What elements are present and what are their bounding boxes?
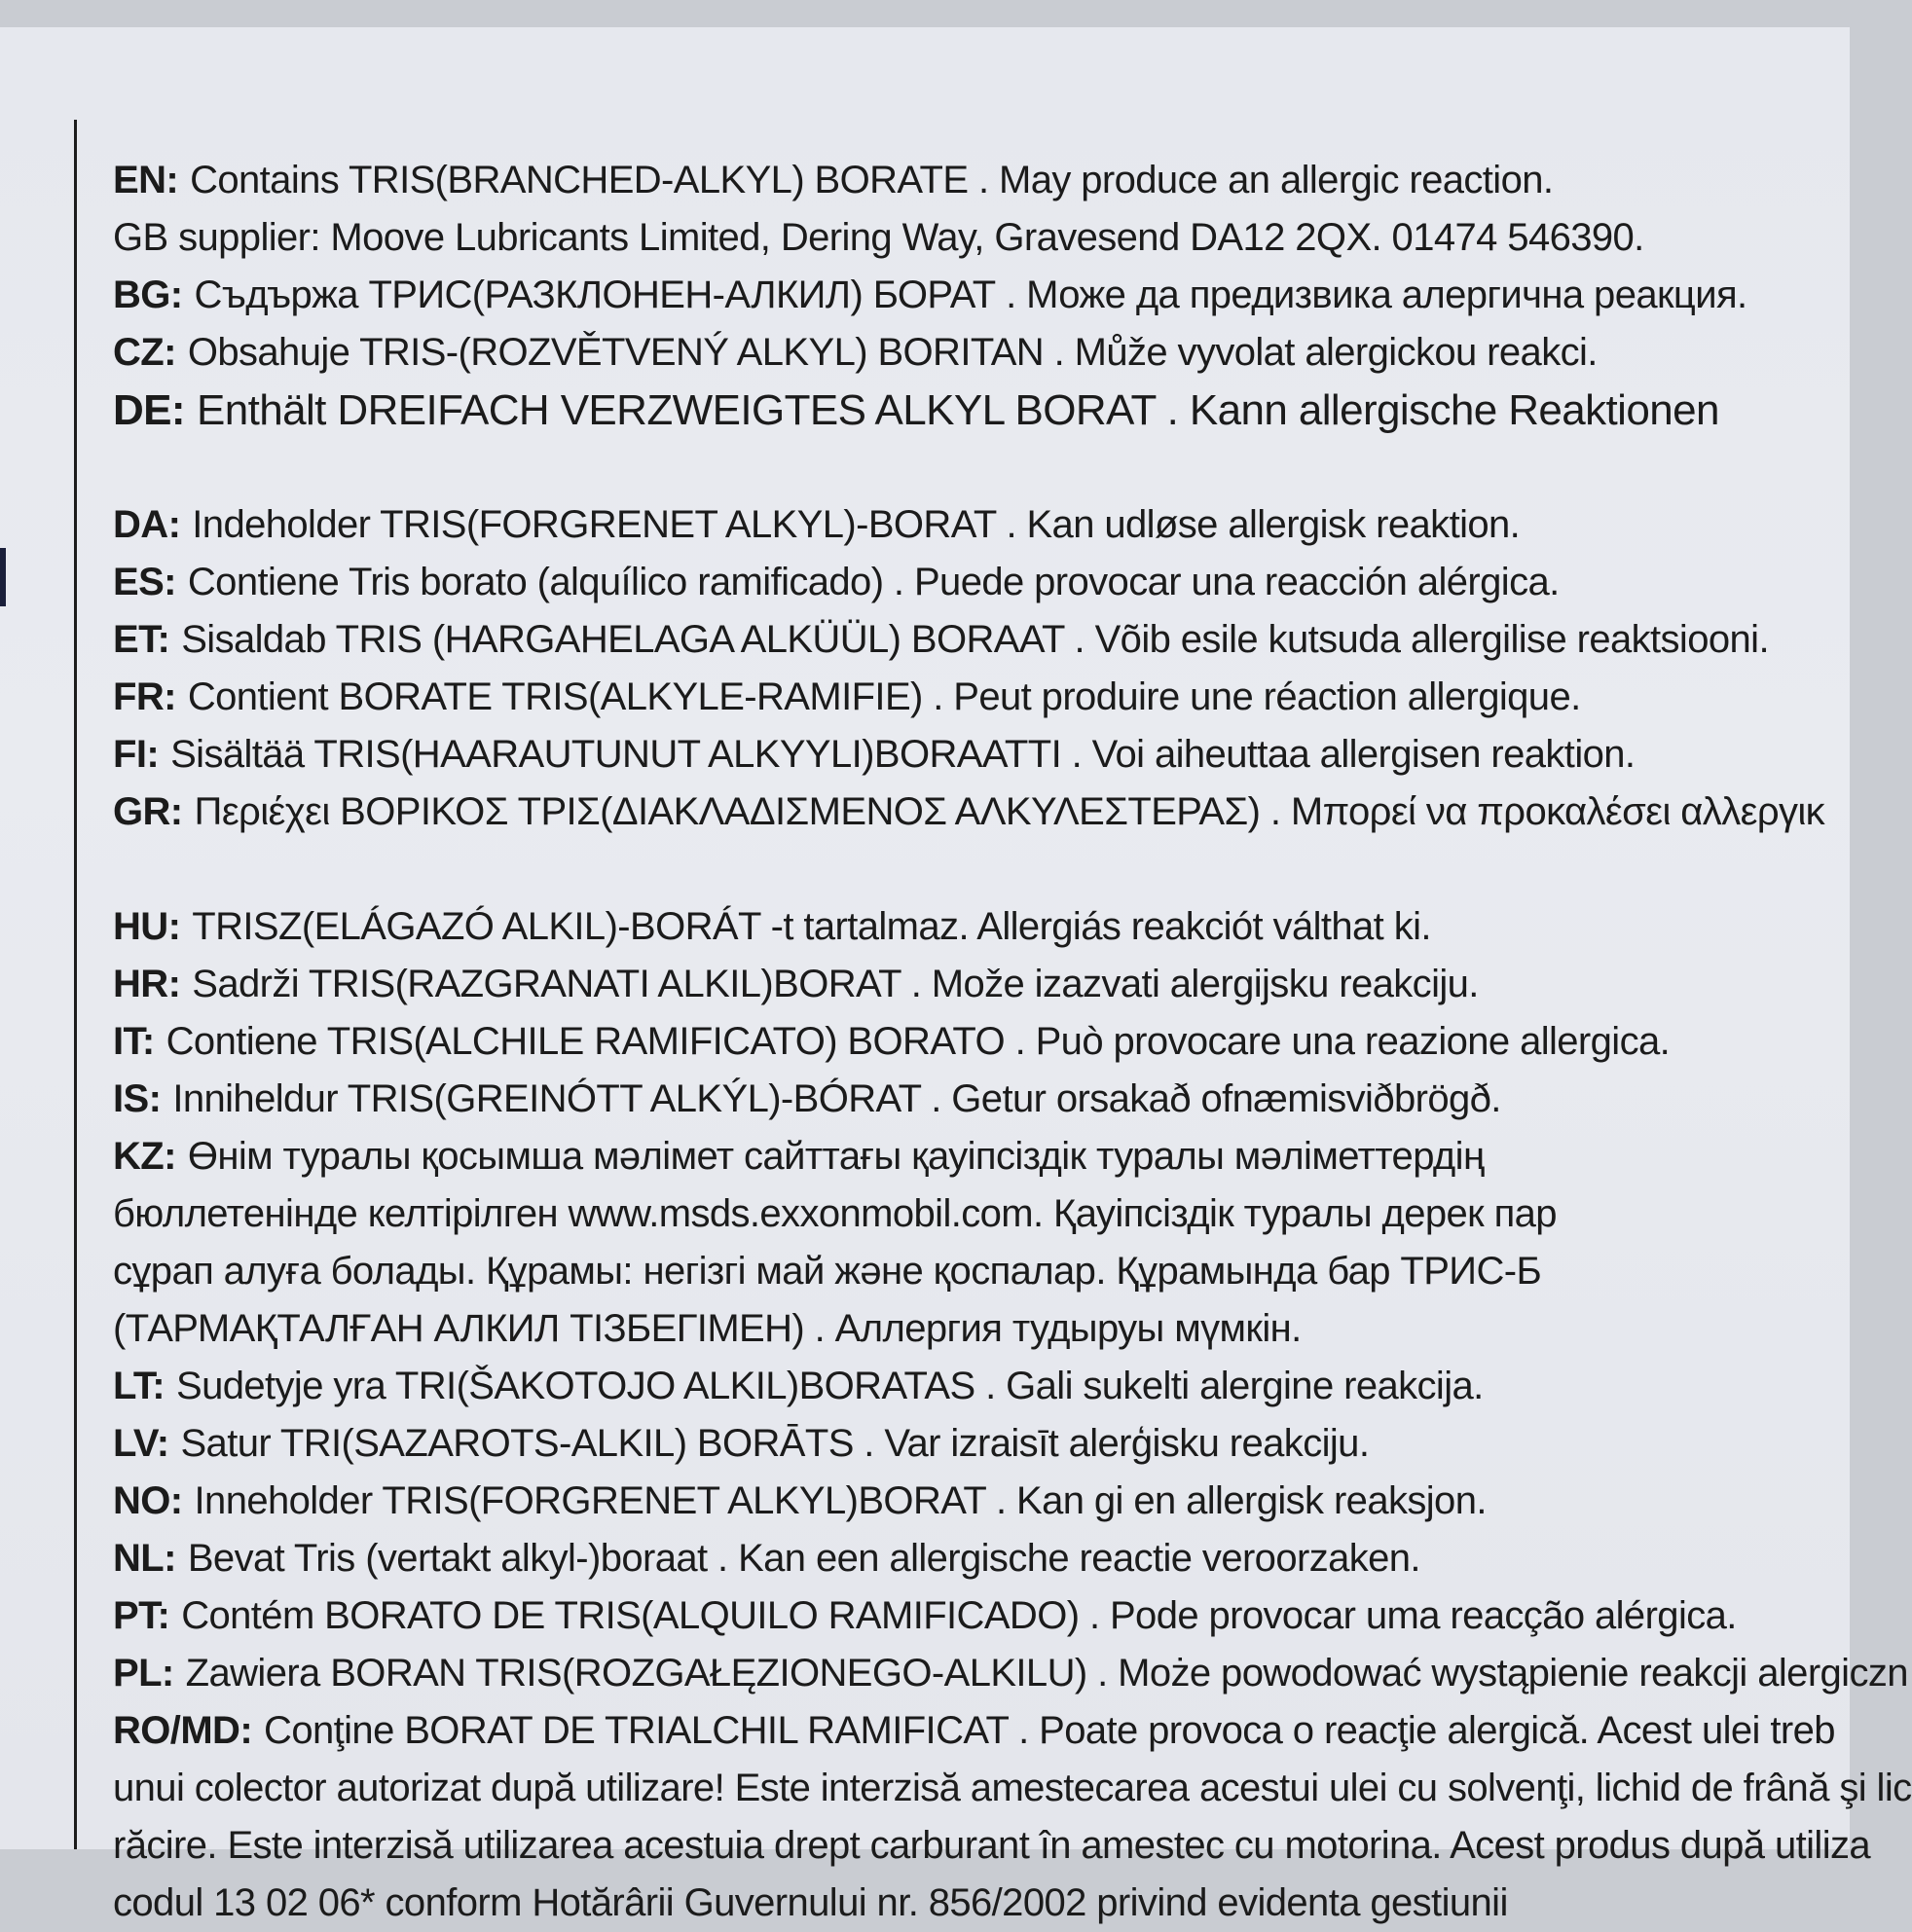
warning-line-kz: KZ: Өнім туралы қосымша мәлімет сайттағы қауіпсіздік туралы мәліметтердің (113, 1135, 1485, 1178)
warning-line-hr: HR: Sadrži TRIS(RAZGRANATI ALKIL)BORAT . Može izazvati alergijsku reakciju. (113, 963, 1479, 1005)
warning-line-ro-md-cont: unui colector autorizat după utilizare! Este interzisă amestecarea acestui ulei cu solvenţi, lichid de frână şi lic (113, 1767, 1912, 1809)
allergen-warning-text (113, 152, 1912, 1932)
warning-line-fi: FI: Sisältää TRIS(HAARAUTUNUT ALKYYLI)BORAATTI . Voi aiheuttaa allergisen reaktion. (113, 733, 1636, 776)
warning-line-ro-md-cont: codul 13 02 06* conform Hotărârii Guvernului nr. 856/2002 privind evidenta gestiunii (113, 1881, 1508, 1924)
warning-line-is: IS: Inniheldur TRIS(GREINÓTT ALKÝL)-BÓRAT . Getur orsakað ofnæmisviðbrögð. (113, 1077, 1501, 1120)
warning-line-fr: FR: Contient BORATE TRIS(ALKYLE-RAMIFIE) . Peut produire une réaction allergique. (113, 675, 1581, 718)
warning-line-lt: LT: Sudetyje yra TRI(ŠAKOTOJO ALKIL)BORATAS . Gali sukelti alergine reakcija. (113, 1365, 1484, 1407)
warning-line-cz: CZ: Obsahuje TRIS-(ROZVĚTVENÝ ALKYL) BORITAN . Může vyvolat alergickou reakci. (113, 331, 1598, 374)
warning-line-nl: NL: Bevat Tris (vertakt alkyl-)boraat . Kan een allergische reactie veroorzaken. (113, 1537, 1420, 1580)
warning-line-gr: GR: Περιέχει ΒΟΡΙΚΟΣ ΤΡΙΣ(ΔΙΑΚΛΑΔΙΣΜΕΝΟΣ ΑΛΚΥΛΕΣΤΕΡΑΣ) . Μπορεί να προκαλέσει αλλεργικ (113, 790, 1825, 833)
warning-line-gb-supplier: GB supplier: Moove Lubricants Limited, Dering Way, Gravesend DA12 2QX. 01474 546390. (113, 216, 1644, 259)
warning-line-ro-md-cont: răcire. Este interzisă utilizarea acestuia drept carburant în amestec cu motorina. Acest produs după utiliza (113, 1824, 1871, 1867)
warning-line-pl: PL: Zawiera BORAN TRIS(ROZGAŁĘZIONEGO-ALKILU) . Może powodować wystąpienie reakcji alergiczn (113, 1652, 1908, 1695)
label-left-border (74, 120, 77, 1849)
warning-line-da: DA: Indeholder TRIS(FORGRENET ALKYL)-BORAT . Kan udløse allergisk reaktion. (113, 503, 1521, 546)
warning-line-de: DE: Enthält DREIFACH VERZWEIGTES ALKYL BORAT . Kann allergische Reaktionen (113, 386, 1719, 434)
warning-line-en: EN: Contains TRIS(BRANCHED-ALKYL) BORATE . May produce an allergic reaction. (113, 159, 1554, 201)
warning-line-et: ET: Sisaldab TRIS (HARGAHELAGA ALKÜÜL) BORAAT . Võib esile kutsuda allergilise reaktsiooni. (113, 618, 1769, 661)
warning-line-pt: PT: Contém BORATO DE TRIS(ALQUILO RAMIFICADO) . Pode provocar uma reacção alérgica. (113, 1594, 1737, 1637)
blank-line (113, 841, 1865, 898)
warning-line-bg: BG: Съдържа ТРИС(РАЗКЛОНЕН-АЛКИЛ) БОРАТ . Може да предизвика алергична реакция. (113, 273, 1747, 316)
product-label (0, 27, 1912, 1924)
warning-line-hu: HU: TRISZ(ELÁGAZÓ ALKIL)-BORÁT -t tartalmaz. Allergiás reakciót válthat ki. (113, 905, 1431, 948)
edge-mark (0, 548, 6, 606)
warning-line-es: ES: Contiene Tris borato (alquílico ramificado) . Puede provocar una reacción alérgica. (113, 561, 1560, 603)
warning-line-no: NO: Inneholder TRIS(FORGRENET ALKYL)BORAT . Kan gi en allergisk reaksjon. (113, 1479, 1487, 1522)
warning-line-lv: LV: Satur TRI(SAZAROTS-ALKIL) BORĀTS . Var izraisīt alerģisku reakciju. (113, 1422, 1370, 1465)
blank-line (113, 439, 1865, 496)
warning-line-it: IT: Contiene TRIS(ALCHILE RAMIFICATO) BORATO . Può provocare una reazione allergica. (113, 1020, 1671, 1063)
warning-line-kz-cont: сұрап алуға болады. Құрамы: негізгі май және қоспалар. Құрамында бар ТРИС-Б (113, 1250, 1542, 1293)
warning-line-ro-md: RO/MD: Conţine BORAT DE TRIALCHIL RAMIFICAT . Poate provoca o reacţie alergică. Acest ulei treb (113, 1709, 1835, 1752)
warning-line-kz-cont: бюллетенінде келтірілген www.msds.exxonmobil.com. Қауіпсіздік туралы дерек пар (113, 1192, 1557, 1235)
warning-line-kz-cont: (ТАРМАҚТАЛҒАН АЛКИЛ ТІЗБЕГІМЕН) . Аллергия тудыруы мүмкін. (113, 1307, 1302, 1350)
